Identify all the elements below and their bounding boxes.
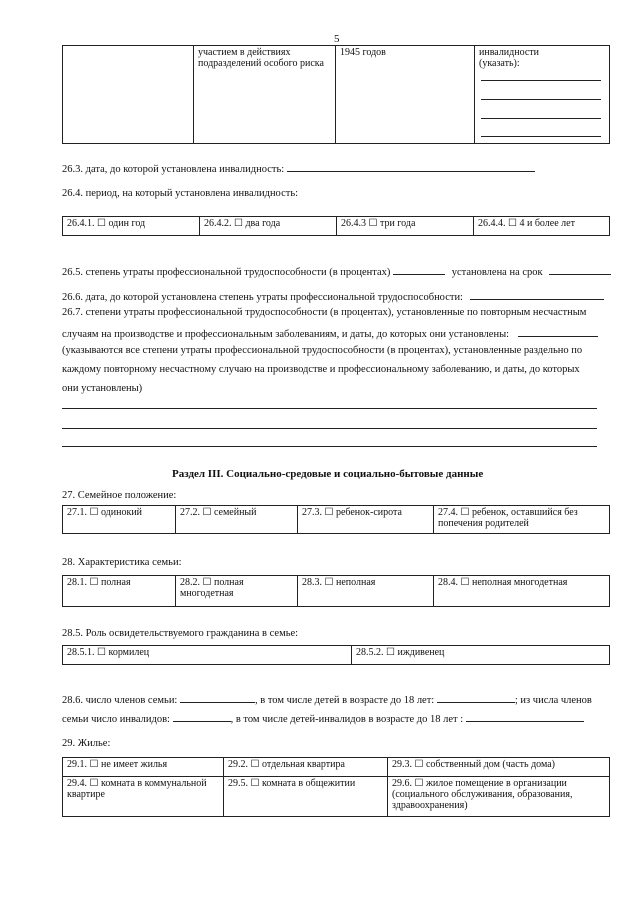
family-option-3[interactable]: 28.3. ☐ неполная <box>298 576 434 607</box>
family-option-1[interactable]: 28.1. ☐ полная <box>63 576 176 607</box>
housing-option-4[interactable]: 29.4. ☐ комната в коммунальной квартире <box>63 777 224 817</box>
family-members-label: 28.6. число членов семьи: <box>62 695 178 706</box>
disability-specify-label: инвалидности (указать): <box>479 47 540 69</box>
disabled-members-label: семьи число инвалидов: <box>62 714 170 725</box>
field-26-7[interactable] <box>62 326 598 340</box>
children-line[interactable] <box>437 692 515 703</box>
housing-table <box>62 757 610 817</box>
family-option-2[interactable]: 28.2. ☐ полная многодетная <box>176 576 298 607</box>
field-28-label: 28. Характеристика семьи: <box>62 557 182 568</box>
page-number: 5 <box>334 33 340 45</box>
marital-option-3[interactable]: 27.3. ☐ ребенок-сирота <box>298 506 434 534</box>
field-26-7-line[interactable] <box>518 326 598 337</box>
top-table-cell-2: участием в действиях подразделений особого риска <box>194 46 336 144</box>
period-table <box>62 216 610 236</box>
field-26-7-line5: они установлены) <box>62 383 143 394</box>
blank-line-2[interactable] <box>62 428 597 429</box>
field-26-5-term-label: установлена на срок <box>451 267 543 278</box>
of-members-label: ; из числа членов <box>514 695 592 706</box>
housing-option-5[interactable]: 29.5. ☐ комната в общежитии <box>224 777 388 817</box>
field-26-6-label: 26.6. дата, до которой установлена степень утраты профессиональной трудоспособности: <box>62 292 463 303</box>
marital-table <box>62 505 610 534</box>
field-26-3-line[interactable] <box>287 161 535 172</box>
marital-option-4[interactable]: 27.4. ☐ ребенок, оставшийся без попечения родителей <box>434 506 610 534</box>
field-28-6-line1[interactable] <box>62 692 592 706</box>
period-option-1[interactable]: 26.4.1. ☐ один год <box>63 217 200 236</box>
field-28-6-line2[interactable] <box>62 711 584 725</box>
field-28-5-label: 28.5. Роль освидетельствуемого гражданина в семье: <box>62 628 299 639</box>
field-27-label: 27. Семейное положение: <box>62 490 177 501</box>
field-26-7-label: случаям на производстве и профессиональным заболеваниям, и даты, до которых они установлены: <box>62 329 510 340</box>
field-26-7-line4: каждому повторному несчастному случаю на производстве и профессиональному заболеванию, и даты, до которых <box>62 364 580 375</box>
family-table <box>62 575 610 607</box>
field-26-6[interactable] <box>62 289 604 303</box>
role-option-2[interactable]: 28.5.2. ☐ иждивенец <box>352 646 610 665</box>
disabled-members-line[interactable] <box>173 711 231 722</box>
field-26-5-percent-line[interactable] <box>393 264 445 275</box>
top-table-cell-1 <box>63 46 194 144</box>
family-members-line[interactable] <box>180 692 255 703</box>
period-option-3[interactable]: 26.4.3 ☐ три года <box>337 217 474 236</box>
top-table-cell-3: 1945 годов <box>336 46 475 144</box>
field-26-7-line3: (указываются все степени утраты профессиональной трудоспособности (в процентах), установленные раздельно по <box>62 345 583 356</box>
marital-option-1[interactable]: 27.1. ☐ одинокий <box>63 506 176 534</box>
disabled-children-label: , в том числе детей-инвалидов в возрасте до 18 лет : <box>230 714 464 725</box>
role-table <box>62 645 610 665</box>
section-title: Раздел III. Социально-средовые и социально-бытовые данные <box>172 468 484 480</box>
housing-option-1[interactable]: 29.1. ☐ не имеет жилья <box>63 758 224 777</box>
housing-option-6[interactable]: 29.6. ☐ жилое помещение в организации (социального обслуживания, образования, здравоохранения) <box>388 777 610 817</box>
role-option-1[interactable]: 28.5.1. ☐ кормилец <box>63 646 352 665</box>
top-table <box>62 45 610 144</box>
period-option-2[interactable]: 26.4.2. ☐ два года <box>200 217 337 236</box>
marital-option-2[interactable]: 27.2. ☐ семейный <box>176 506 298 534</box>
children-label: , в том числе детей в возрасте до 18 лет: <box>254 695 435 706</box>
blank-line-3[interactable] <box>62 446 597 447</box>
top-table-cell-4 <box>475 46 610 144</box>
field-26-3-label: 26.3. дата, до которой установлена инвалидность: <box>62 164 285 175</box>
disabled-children-line[interactable] <box>466 711 584 722</box>
period-option-4[interactable]: 26.4.4. ☐ 4 и более лет <box>474 217 610 236</box>
housing-option-2[interactable]: 29.2. ☐ отдельная квартира <box>224 758 388 777</box>
field-29-label: 29. Жилье: <box>62 738 111 749</box>
field-26-5[interactable] <box>62 264 611 278</box>
field-26-5-term-line[interactable] <box>549 264 611 275</box>
field-26-5-label: 26.5. степень утраты профессиональной трудоспособности (в процентах) <box>62 267 391 278</box>
blank-line-1[interactable] <box>62 408 597 409</box>
housing-option-3[interactable]: 29.3. ☐ собственный дом (часть дома) <box>388 758 610 777</box>
field-26-4-label: 26.4. период, на который установлена инвалидность: <box>62 188 299 199</box>
field-26-7-line1: 26.7. степени утраты профессиональной трудоспособности (в процентах), установленные по повторным несчастным <box>62 307 587 318</box>
family-option-4[interactable]: 28.4. ☐ неполная многодетная <box>434 576 610 607</box>
field-26-3[interactable] <box>62 161 535 175</box>
field-26-6-line[interactable] <box>470 289 604 300</box>
